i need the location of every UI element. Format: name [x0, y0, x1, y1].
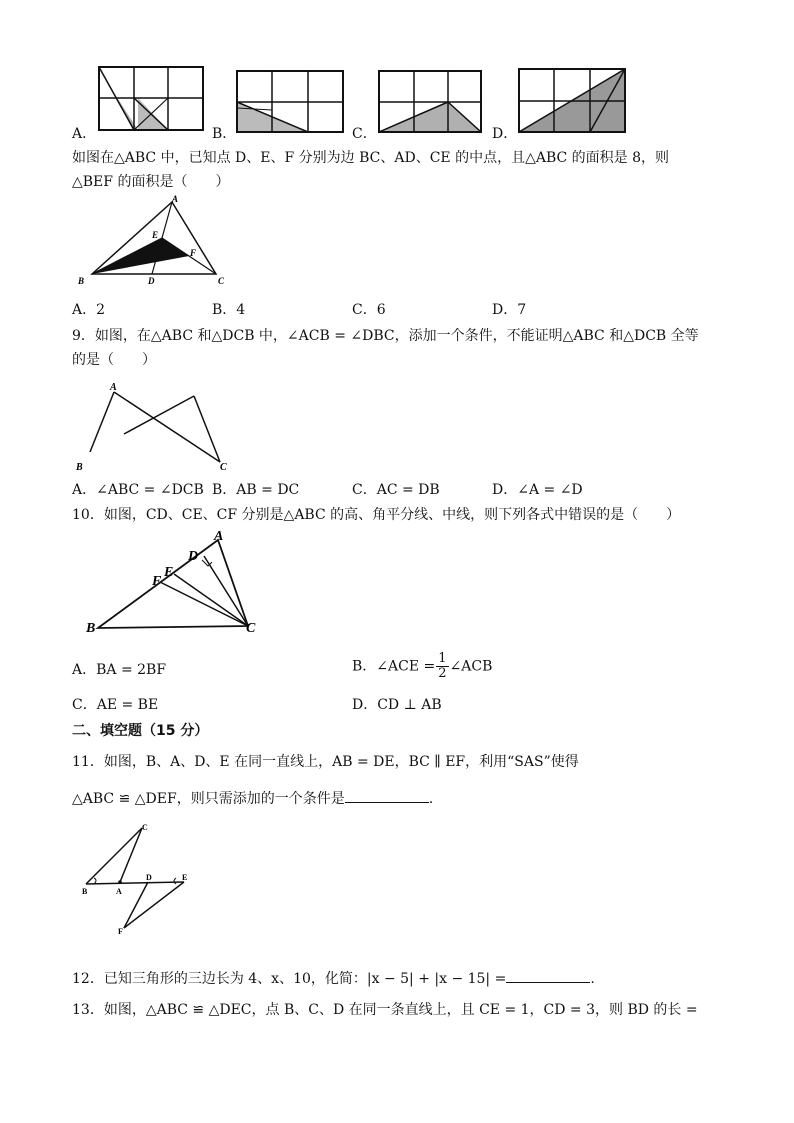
q7-option-b-label: B． — [212, 126, 237, 142]
q7-option-b-figure — [236, 70, 344, 134]
q12-end: . — [590, 971, 595, 987]
q8-label-e: E — [152, 230, 159, 240]
q11-text-line2 — [72, 788, 433, 809]
q8-label-b: B — [78, 276, 85, 286]
q9-figure — [74, 378, 244, 474]
q7-option-c-figure — [378, 70, 482, 134]
q12-answer-blank[interactable] — [506, 968, 590, 983]
q8-text-line2: △BEF 的面积是（ ） — [72, 174, 230, 190]
q10-label-b: B — [86, 621, 96, 636]
q10-figure — [84, 530, 264, 640]
q8-option-a: A．2 — [72, 302, 106, 318]
q7-option-d-label: D． — [492, 126, 518, 142]
q9-label-c: C — [220, 462, 227, 473]
q9-option-c: C．AC = DB — [352, 482, 440, 498]
q11-answer-blank[interactable] — [345, 788, 429, 803]
q10-fraction-numerator: 1 — [438, 651, 447, 666]
q10-option-b-suffix: ∠ACB — [449, 658, 493, 675]
q9-text-line2: 的是（ ） — [72, 352, 156, 368]
q11-text-line1: 11．如图，B、A、D、E 在同一直线上，AB = DE，BC ∥ EF，利用“SAS”使得 — [72, 754, 579, 770]
q11-text-line2-body: △ABC ≌ △DEF，则只需添加的一个条件是 — [72, 791, 345, 807]
q13-text-line: 13．如图，△ABC ≌ △DEC，点 B、C、D 在同一条直线上，且 CE = 1，CD = 3，则 BD 的长 = — [72, 1002, 698, 1018]
q10-option-b-prefix: B．∠ACE = — [352, 658, 436, 675]
q10-text-line1: 10．如图，CD、CE、CF 分别是△ABC 的高、角平分线、中线，则下列各式中错误的是（ ） — [72, 507, 681, 523]
q11-label-a: A — [116, 887, 122, 896]
q9-option-b: B．AB = DC — [212, 482, 300, 498]
q12-text-line — [72, 968, 595, 989]
q11-end: . — [428, 791, 434, 807]
q8-figure — [76, 196, 236, 288]
q7-option-d-figure — [518, 68, 626, 134]
q7-option-c-label: C． — [352, 126, 377, 142]
q10-label-a: A — [214, 529, 224, 544]
q11-label-e: E — [182, 873, 188, 882]
q10-option-b — [352, 652, 492, 681]
q9-label-a: A — [110, 382, 117, 393]
q8-option-d: D．7 — [492, 302, 527, 318]
q11-label-b: B — [82, 887, 88, 896]
q10-label-c: C — [246, 621, 256, 636]
q9-option-d: D．∠A = ∠D — [492, 482, 583, 498]
q8-label-a: A — [172, 194, 179, 204]
q9-label-b: B — [76, 462, 83, 473]
q10-option-b-fraction — [436, 652, 448, 681]
q10-option-c: C．AE = BE — [72, 697, 159, 713]
q10-label-f: F — [152, 574, 162, 589]
section-title: 二、填空题（15 分） — [72, 723, 209, 739]
q7-option-a-label: A． — [72, 126, 97, 142]
q12-text: 12．已知三角形的三边长为 4、x、10，化简：|x − 5| + |x − 15| = — [72, 971, 507, 987]
q10-option-a: A．BA = 2BF — [72, 662, 167, 678]
q9-option-a: A．∠ABC = ∠DCB — [72, 482, 204, 498]
q10-fraction-denominator: 2 — [438, 666, 447, 681]
q8-label-c: C — [218, 276, 225, 286]
q10-label-d: D — [188, 549, 199, 564]
q11-label-f: F — [118, 927, 123, 936]
q8-text-line1: 如图在△ABC 中，已知点 D、E、F 分别为边 BC、AD、CE 的中点，且△ABC 的面积是 8，则 — [72, 150, 670, 166]
q8-option-b: B．4 — [212, 302, 246, 318]
q11-label-d: D — [146, 873, 152, 882]
q11-figure — [76, 818, 196, 936]
q10-option-d: D．CD ⊥ AB — [352, 697, 442, 713]
q8-label-f: F — [190, 248, 197, 258]
q11-label-c: C — [142, 823, 148, 832]
q7-option-a-figure — [98, 66, 204, 132]
q8-option-c: C．6 — [352, 302, 386, 318]
q10-label-e: E — [164, 565, 174, 580]
q9-text-line1: 9．如图，在△ABC 和△DCB 中，∠ACB = ∠DBC，添加一个条件，不能证明△ABC 和△DCB 全等 — [72, 328, 699, 344]
q8-label-d: D — [148, 276, 155, 286]
